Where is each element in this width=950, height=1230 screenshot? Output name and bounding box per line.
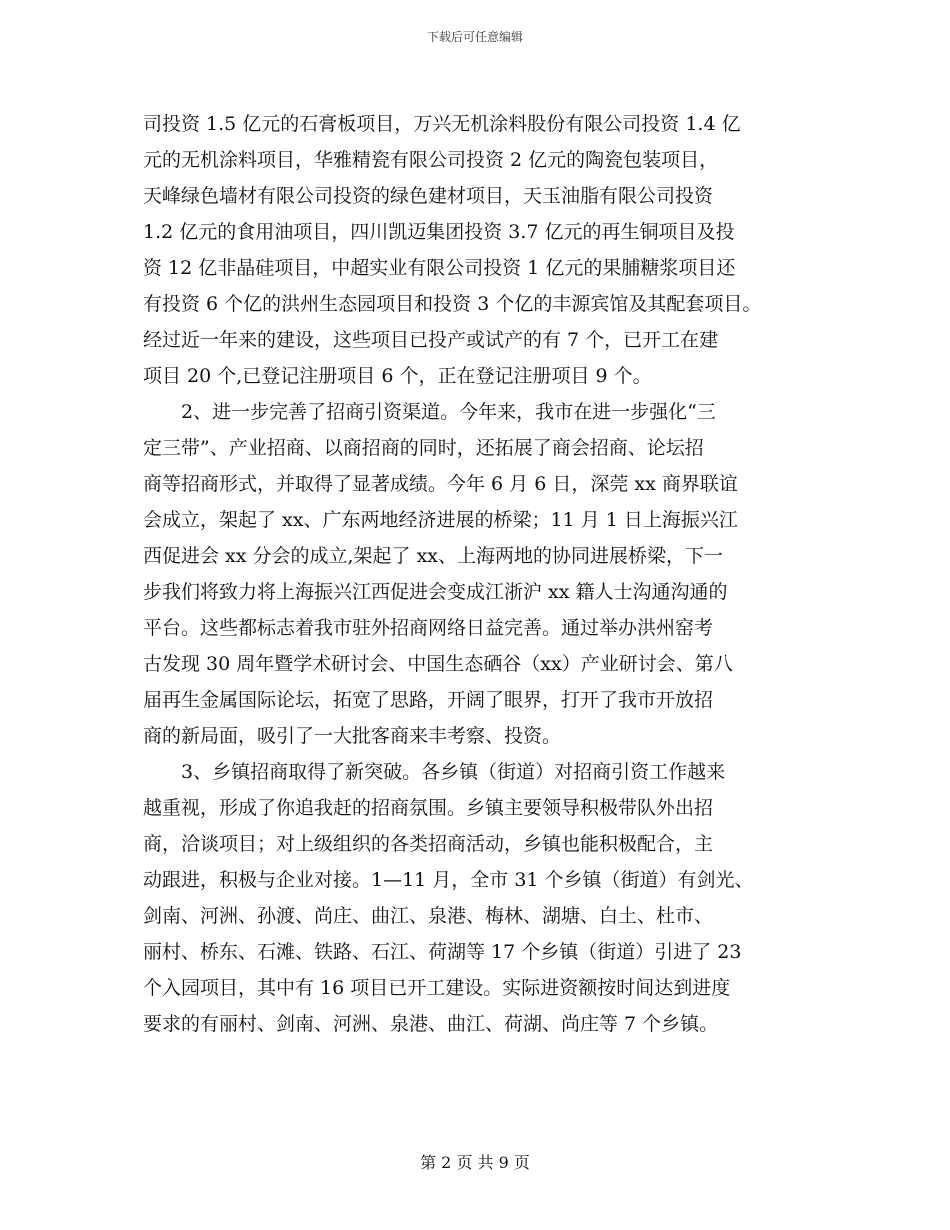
text-line: 经过近一年来的建设，这些项目已投产或试产的有 7 个，已开工在建 xyxy=(143,329,719,351)
document-body xyxy=(143,106,825,1042)
text-line: 平台。这些都标志着我市驻外招商网络日益完善。通过举办洪州窑考 xyxy=(143,617,714,639)
paragraph-start-line: 3、乡镇招商取得了新突破。各乡镇（街道）对招商引资工作越来 xyxy=(181,761,726,783)
text-line: 定三带”、产业招商、以商招商的同时，还拓展了商会招商、论坛招 xyxy=(143,437,704,459)
text-line: 1.2 亿元的食用油项目，四川凯迈集团投资 3.7 亿元的再生铜项目及投 xyxy=(143,221,735,243)
text-line: 越重视，形成了你追我赶的招商氛围。乡镇主要领导积极带队外出招 xyxy=(143,797,714,819)
text-line: 商，洽谈项目；对上级组织的各类招商活动，乡镇也能积极配合，主 xyxy=(143,833,714,855)
text-line: 司投资 1.5 亿元的石膏板项目，万兴无机涂料股份有限公司投资 1.4 亿 xyxy=(143,113,741,135)
page-header: 下载后可任意编辑 xyxy=(426,30,523,44)
text-line: 动跟进，积极与企业对接。1—11 月，全市 31 个乡镇（街道）有剑光、 xyxy=(143,869,754,891)
text-line: 有投资 6 个亿的洪州生态园项目和投资 3 个亿的丰源宾馆及其配套项目。 xyxy=(143,293,762,315)
text-line: 个入园项目，其中有 16 项目已开工建设。实际进资额按时间达到进度 xyxy=(143,977,731,999)
text-line: 会成立，架起了 xx、广东两地经济进展的桥梁；11 月 1 日上海振兴江 xyxy=(143,509,738,531)
text-line: 资 12 亿非晶硅项目，中超实业有限公司投资 1 亿元的果脯糖浆项目还 xyxy=(143,257,736,279)
paragraph-start-line: 2、进一步完善了招商引资渠道。今年来，我市在进一步强化“三 xyxy=(181,401,716,423)
text-line: 丽村、桥东、石滩、铁路、石江、荷湖等 17 个乡镇（街道）引进了 23 xyxy=(143,941,742,963)
text-line: 项目 20 个,已登记注册项目 6 个，正在登记注册项目 9 个。 xyxy=(143,365,652,387)
text-line: 天峰绿色墙材有限公司投资的绿色建材项目，天玉油脂有限公司投资 xyxy=(143,185,714,207)
text-line: 步我们将致力将上海振兴江西促进会变成江浙沪 xx 籍人士沟通沟通的 xyxy=(143,581,728,603)
text-line: 西促进会 xx 分会的成立,架起了 xx、上海两地的协同进展桥梁，下一 xyxy=(143,545,724,567)
text-line: 古发现 30 周年暨学术研讨会、中国生态硒谷（xx）产业研讨会、第八 xyxy=(143,653,733,675)
text-line: 剑南、河洲、孙渡、尚庄、曲江、泉港、梅林、湖塘、白土、杜市、 xyxy=(143,905,714,927)
text-line: 要求的有丽村、剑南、河洲、泉港、曲江、荷湖、尚庄等 7 个乡镇。 xyxy=(143,1013,719,1035)
text-line: 商的新局面，吸引了一大批客商来丰考察、投资。 xyxy=(143,725,562,747)
text-line: 元的无机涂料项目，华雅精瓷有限公司投资 2 亿元的陶瓷包装项目， xyxy=(143,149,719,171)
text-line: 商等招商形式，并取得了显著成绩。今年 6 月 6 日，深莞 xx 商界联谊 xyxy=(143,473,738,495)
text-line: 届再生金属国际论坛，拓宽了思路，开阔了眼界，打开了我市开放招 xyxy=(143,689,714,711)
page-number-footer: 第 2 页 共 9 页 xyxy=(420,1153,530,1172)
